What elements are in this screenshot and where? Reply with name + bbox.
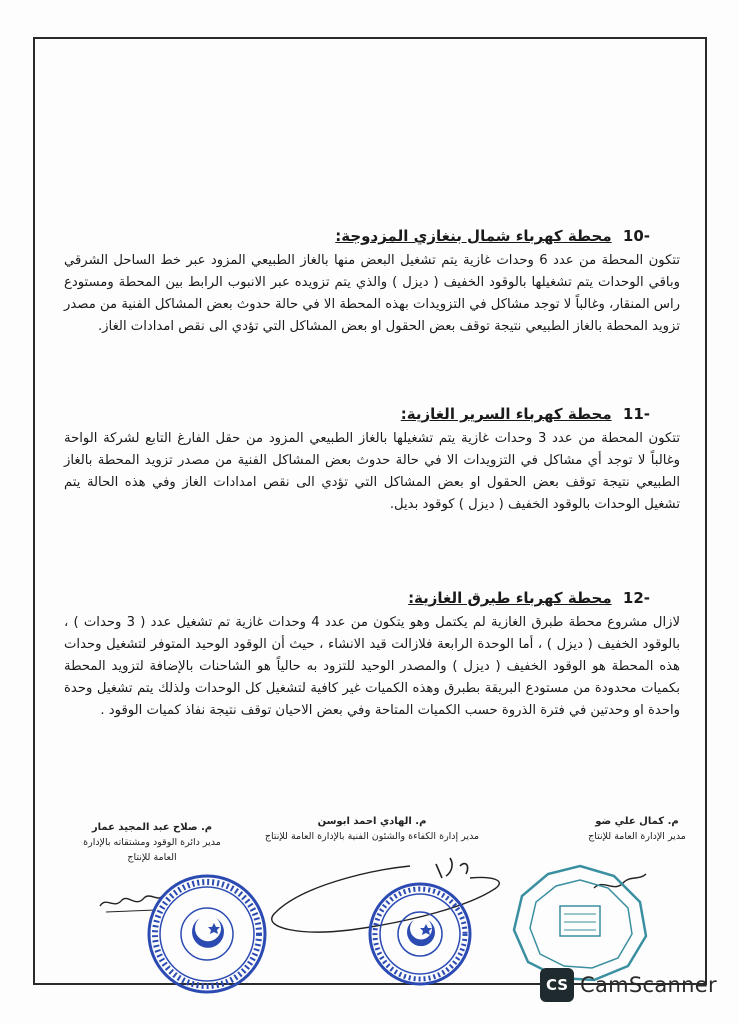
section-10 xyxy=(64,226,680,338)
signatory-name: م. الهادي احمد ابوسن xyxy=(317,816,427,827)
signature-block-left xyxy=(68,820,236,865)
signatory-role: مدير الإدارة العامة للإنتاج xyxy=(588,831,686,842)
signatory-role-line1: مدير دائرة الوقود ومشتقاته بالإدارة xyxy=(83,837,221,848)
official-seal-icon xyxy=(366,880,474,988)
signatory-name: م. كمال علي ضو xyxy=(595,816,679,827)
section-number: -10 xyxy=(622,227,650,245)
section-body: لازال مشروع محطة طبرق الغازية لم يكتمل وهو يتكون من عدد 4 وحدات غازية تم تشغيل عدد ( 3 وحدات ) ، بالوقود الخفيف ( ديزل ) ، أما الوحدة الرابعة فلازالت قيد الانشاء ، حيث أن الوقود الوحيد المتوفر لتشغيل وحدات هذه المحطة هو الوقود الخفيف ( ديزل ) والمصدر الوحيد للتزود به حالياً هو الشاحنات بالإضافة لتزويد المحطة بكميات محدودة من مستودع البريقة بطبرق وهذه الكميات غير كافية لتشغيل كل الوحدات ولذلك يتم تشغيل وحدة واحدة او وحدتين في فترة الذروة حسب الكميات المتاحة وفي بعض الاحيان توقف نتيجة نفاذ كميات الوقود . xyxy=(64,615,680,718)
signature-block-right xyxy=(562,814,712,844)
signatory-name: م. صلاح عبد المجيد عمار xyxy=(91,822,213,833)
section-body: تتكون المحطة من عدد 6 وحدات غازية يتم تشغيل البعض منها بالغاز الطبيعي المزود عبر خط الساحل الشرقي وباقي الوحدات يتم تشغيلها بالوقود الخفيف ( ديزل ) والذي يتم تزويده عبر الانبوب الرابط بين المحطة ومستودع راس المنقار، وغالباً لا توجد مشاكل في التزويدات بهذه المحطة الا في حالة حدوث بعض المشاكل الفنية من مصدر تزويد المحطة بالغاز الطبيعي نتيجة توقف بعض الحقول او بعض المشاكل التي تؤدي الى نقص امدادات الغاز. xyxy=(64,253,681,334)
signatory-role-line2: العامة للإنتاج xyxy=(127,852,177,863)
section-heading xyxy=(64,404,680,424)
official-seal-icon xyxy=(510,862,650,982)
section-title: محطة كهرباء طبرق الغازية: xyxy=(408,589,612,607)
section-number: -11 xyxy=(622,405,650,423)
section-heading xyxy=(64,226,680,246)
section-11 xyxy=(64,404,680,516)
section-body: تتكون المحطة من عدد 3 وحدات غازية يتم تشغيلها بالغاز الطبيعي المزود من حقل الفارغ التابع لشركة الواحة وغالباً لا توجد أي مشاكل في التزويدات الا في حالة حدوث بعض المشاكل الفنية من مصدر تزويد المحطة بالغاز الطبيعي نتيجة توقف بعض الحقول او بعض المشاكل التي تؤدي الى نقص امدادات الغاز وفي هذه الحالة يتم تشغيل الوحدات بالوقود الخفيف ( ديزل ) كوقود بديل. xyxy=(64,431,680,512)
section-number: -12 xyxy=(622,589,650,607)
signatory-role: مدير إدارة الكفاءة والشئون الفنية بالإدارة العامة للإنتاج xyxy=(264,831,480,842)
camscanner-watermark xyxy=(540,968,717,1002)
section-12 xyxy=(64,588,680,722)
section-title: محطة كهرباء السرير الغازية: xyxy=(400,405,612,423)
section-title: محطة كهرباء شمال بنغازي المزدوجة: xyxy=(335,227,612,245)
camscanner-brand-text: CamScanner xyxy=(580,973,717,997)
camscanner-logo-icon: CS xyxy=(540,968,574,1002)
official-seal-icon xyxy=(145,872,270,997)
section-heading xyxy=(64,588,680,608)
